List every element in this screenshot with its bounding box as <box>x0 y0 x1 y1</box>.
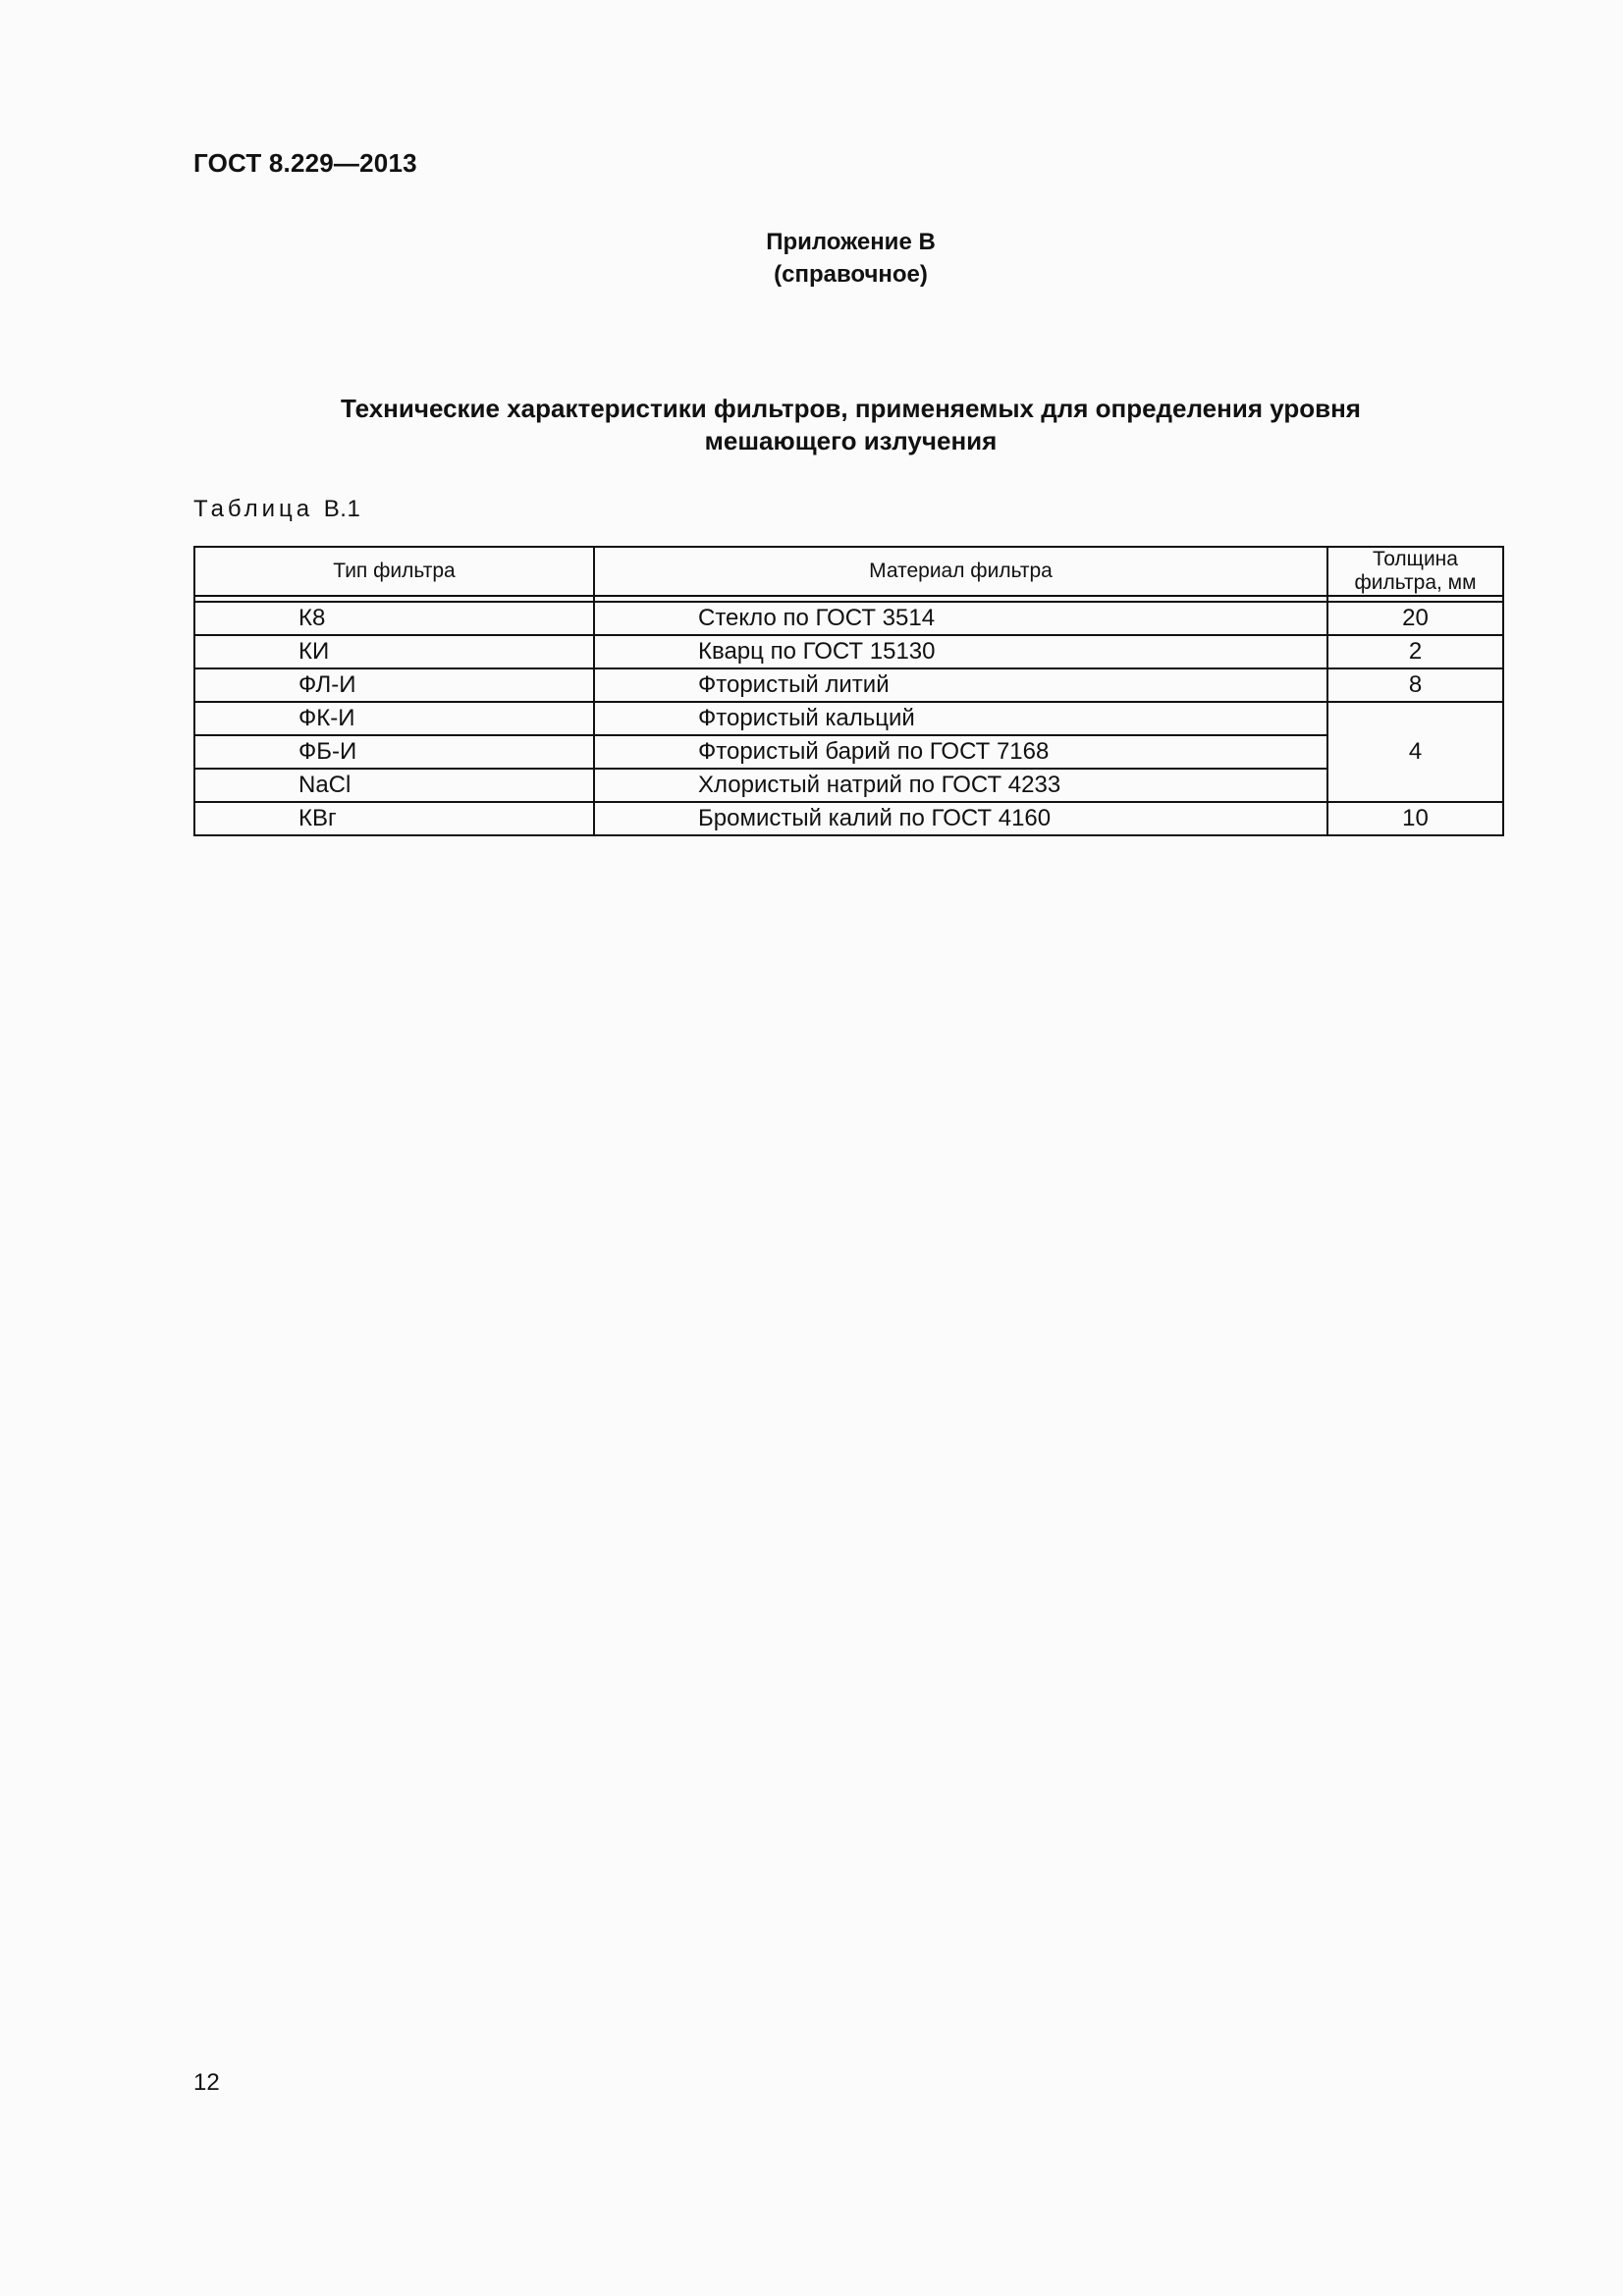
cell-filter-type: NaCl <box>194 769 594 802</box>
cell-filter-material: Хлористый натрий по ГОСТ 4233 <box>594 769 1327 802</box>
table-row <box>194 702 1503 735</box>
appendix-status: (справочное) <box>774 261 928 288</box>
section-title <box>193 393 1508 457</box>
table-row <box>194 635 1503 668</box>
cell-filter-thickness-merged: 4 <box>1327 702 1503 802</box>
cell-filter-type: ФК-И <box>194 702 594 735</box>
table-row <box>194 668 1503 702</box>
cell-filter-thickness: 10 <box>1327 802 1503 835</box>
cell-filter-thickness: 8 <box>1327 668 1503 702</box>
cell-filter-material: Фтористый литий <box>594 668 1327 702</box>
cell-filter-type: К8 <box>194 602 594 635</box>
table-caption-word: Таблица <box>193 496 314 522</box>
cell-filter-thickness: 2 <box>1327 635 1503 668</box>
table-row <box>194 802 1503 835</box>
document-code: ГОСТ 8.229—2013 <box>193 148 417 178</box>
cell-filter-material: Фтористый барий по ГОСТ 7168 <box>594 735 1327 769</box>
table-caption <box>193 496 360 523</box>
cell-filter-type: КИ <box>194 635 594 668</box>
table-row <box>194 769 1503 802</box>
cell-filter-type: ФБ-И <box>194 735 594 769</box>
table-row <box>194 602 1503 635</box>
table-row <box>194 735 1503 769</box>
cell-filter-thickness: 20 <box>1327 602 1503 635</box>
cell-filter-material: Кварц по ГОСТ 15130 <box>594 635 1327 668</box>
column-header-material: Материал фильтра <box>594 547 1327 596</box>
table-header-row <box>194 547 1503 596</box>
section-title-line-2: мешающего излучения <box>704 426 998 455</box>
cell-filter-material: Стекло по ГОСТ 3514 <box>594 602 1327 635</box>
cell-filter-type: ФЛ-И <box>194 668 594 702</box>
column-header-thickness: Толщина фильтра, мм <box>1327 547 1503 596</box>
table-caption-number: В.1 <box>323 496 361 522</box>
appendix-heading <box>0 226 1623 291</box>
appendix-title: Приложение В <box>766 229 936 255</box>
column-header-type: Тип фильтра <box>194 547 594 596</box>
cell-filter-material: Фтористый кальций <box>594 702 1327 735</box>
section-title-line-1: Технические характеристики фильтров, применяемых для определения уровня <box>341 394 1361 423</box>
cell-filter-material: Бромистый калий по ГОСТ 4160 <box>594 802 1327 835</box>
cell-filter-type: КВг <box>194 802 594 835</box>
page-number: 12 <box>193 2069 220 2096</box>
filters-table <box>193 546 1504 836</box>
